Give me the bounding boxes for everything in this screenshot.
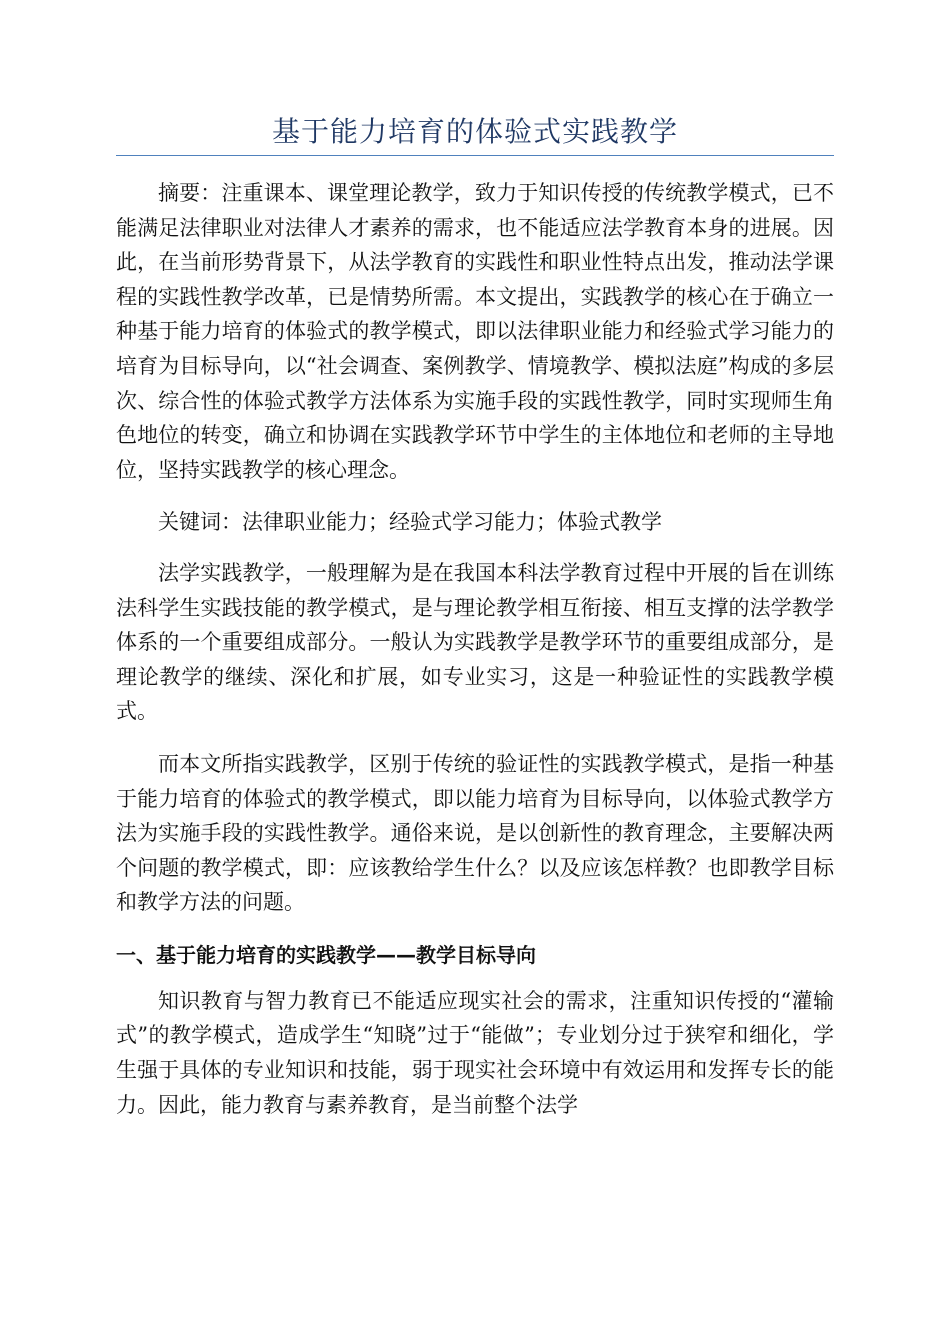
body-paragraph-3: 知识教育与智力教育已不能适应现实社会的需求，注重知识传授的“灌输式”的教学模式，造成学生“知晓”过于“能做”；专业划分过于狭窄和细化，学生强于具体的专业知识和技能，弱于现实社会环境中有效运用和发挥专长的能力。因此，能力教育与素养教育，是当前整个法学 (116, 988, 834, 1117)
body-paragraph-1: 法学实践教学，一般理解为是在我国本科法学教育过程中开展的旨在训练法科学生实践技能的教学模式，是与理论教学相互衔接、相互支撑的法学教学体系的一个重要组成部分。一般认为实践教学是教学环节的重要组成部分，是理论教学的继续、深化和扩展，如专业实习，这是一种验证性的实践教学模式。 (116, 560, 834, 724)
title-underline (116, 155, 834, 156)
document-body (116, 176, 834, 1140)
document-title: 基于能力培育的体验式实践教学 (271, 115, 678, 148)
body-paragraph-2: 而本文所指实践教学，区别于传统的验证性的实践教学模式，是指一种基于能力培育的体验式的教学模式，即以能力培育为目标导向，以体验式教学方法为实施手段的实践性教学。通俗来说，是以创新性的教育理念，主要解决两个问题的教学模式，即：应该教给学生什么？以及应该怎样教？也即教学目标和教学方法的问题。 (116, 751, 834, 915)
section-heading-1: 一、基于能力培育的实践教学——教学目标导向 (116, 942, 536, 967)
keywords-line: 关键词：法律职业能力；经验式学习能力；体验式教学 (158, 510, 662, 535)
abstract-paragraph: 摘要：注重课本、课堂理论教学，致力于知识传授的传统教学模式，已不能满足法律职业对法律人才素养的需求，也不能适应法学教育本身的进展。因此，在当前形势背景下，从法学教育的实践性和职业性特点出发，推动法学课程的实践性教学改革，已是情势所需。本文提出，实践教学的核心在于确立一种基于能力培育的体验式的教学模式，即以法律职业能力和经验式学习能力的培育为目标导向，以“社会调查、案例教学、情境教学、模拟法庭”构成的多层次、综合性的体验式教学方法体系为实施手段的实践性教学，同时实现师生角色地位的转变，确立和协调在实践教学环节中学生的主体地位和老师的主导地位，坚持实践教学的核心理念。 (116, 181, 834, 482)
